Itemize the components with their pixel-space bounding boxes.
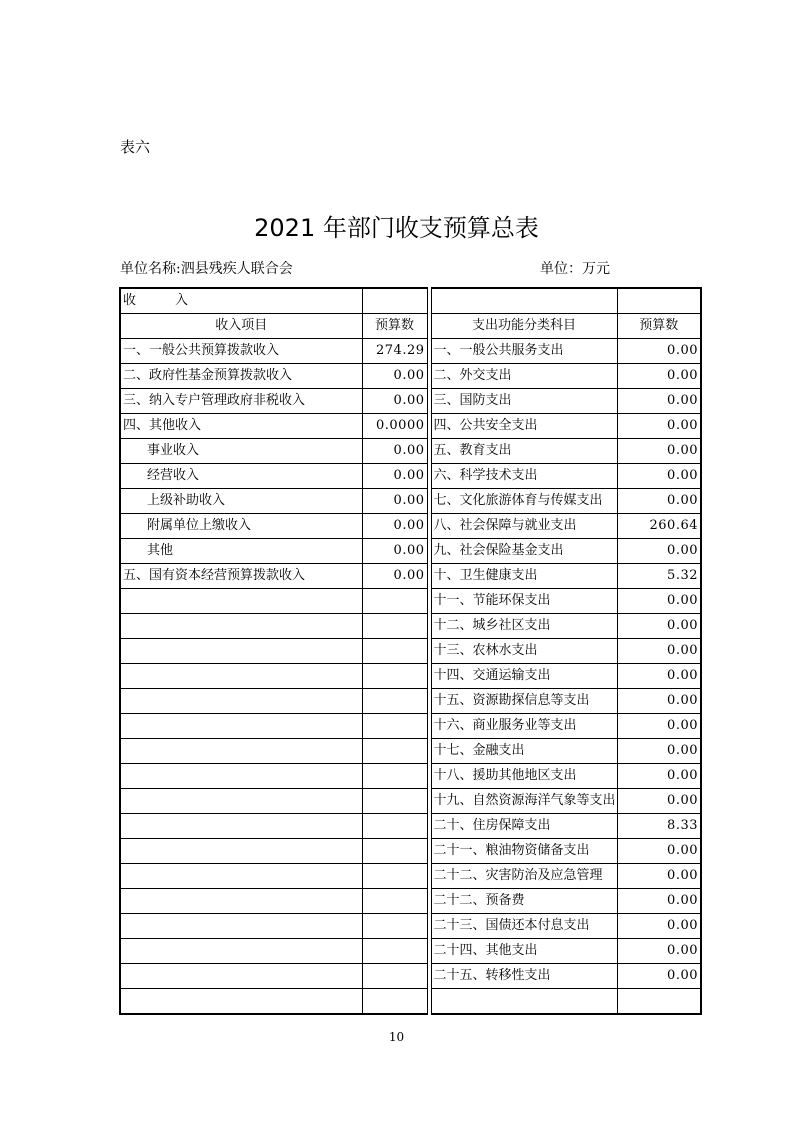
income-amount-cell — [362, 914, 427, 939]
expense-item-cell: 十二、城乡社区支出 — [431, 614, 617, 639]
expense-item-cell: 十八、援助其他地区支出 — [431, 764, 617, 789]
expense-item-cell: 二十五、转移性支出 — [431, 964, 617, 989]
income-item-cell — [120, 764, 362, 789]
table-row — [120, 839, 701, 864]
expense-amount-cell — [617, 989, 701, 1015]
income-item-cell: 一、一般公共预算拨款收入 — [120, 339, 362, 364]
income-item-cell: 事业收入 — [120, 439, 362, 464]
table-row — [120, 964, 701, 989]
page-number: 10 — [388, 1030, 405, 1044]
expense-amount-cell: 0.00 — [617, 389, 701, 414]
income-amount-cell — [362, 664, 427, 689]
income-amount-cell — [362, 764, 427, 789]
expense-amount-cell: 0.00 — [617, 889, 701, 914]
income-amount-cell: 274.29 — [362, 339, 427, 364]
expense-item-cell: 八、社会保障与就业支出 — [431, 514, 617, 539]
income-item-cell: 三、纳入专户管理政府非税收入 — [120, 389, 362, 414]
income-item-cell: 五、国有资本经营预算拨款收入 — [120, 564, 362, 589]
expense-amount-cell: 0.00 — [617, 589, 701, 614]
income-amount-cell: 0.00 — [362, 439, 427, 464]
table-row — [120, 514, 701, 539]
unit-name: 单位名称:泗县残疾人联合会 — [120, 261, 293, 277]
expense-item-cell: 二十三、国债还本付息支出 — [431, 914, 617, 939]
expense-item-cell: 十七、金融支出 — [431, 739, 617, 764]
table-row — [120, 414, 701, 439]
table-row — [120, 689, 701, 714]
expense-amount-cell: 0.00 — [617, 789, 701, 814]
income-amount-cell: 0.00 — [362, 564, 427, 589]
table-row — [120, 614, 701, 639]
expense-amount-cell: 0.00 — [617, 864, 701, 889]
expense-item-cell — [431, 989, 617, 1015]
expense-amount-cell: 0.00 — [617, 739, 701, 764]
page-title: 2021 年部门收支预算总表 — [254, 214, 539, 242]
expense-amount-cell: 0.00 — [617, 614, 701, 639]
table-row — [120, 339, 701, 364]
income-section-header: 收 入 — [120, 288, 362, 314]
expense-item-cell: 六、科学技术支出 — [431, 464, 617, 489]
expense-amount-cell: 0.00 — [617, 939, 701, 964]
expense-amount-cell: 0.00 — [617, 964, 701, 989]
table-row — [120, 889, 701, 914]
income-item-cell — [120, 614, 362, 639]
expense-amount-cell: 0.00 — [617, 414, 701, 439]
table-row — [120, 864, 701, 889]
expense-item-cell: 二、外交支出 — [431, 364, 617, 389]
expense-item-header: 支出功能分类科目 — [431, 314, 617, 339]
income-item-cell — [120, 714, 362, 739]
income-amount-cell — [362, 739, 427, 764]
income-item-cell — [120, 964, 362, 989]
expense-amount-cell: 0.00 — [617, 764, 701, 789]
table-row — [120, 464, 701, 489]
header-top-blank — [617, 288, 701, 314]
income-amount-cell: 0.00 — [362, 539, 427, 564]
expense-amount-cell: 0.00 — [617, 489, 701, 514]
income-item-cell: 四、其他收入 — [120, 414, 362, 439]
expense-item-cell: 二十、住房保障支出 — [431, 814, 617, 839]
expense-item-cell: 三、国防支出 — [431, 389, 617, 414]
expense-item-cell: 二十一、粮油物资储备支出 — [431, 839, 617, 864]
expense-item-cell: 十、卫生健康支出 — [431, 564, 617, 589]
income-amount-cell — [362, 889, 427, 914]
expense-budget-header: 预算数 — [617, 314, 701, 339]
income-item-cell: 上级补助收入 — [120, 489, 362, 514]
income-item-cell — [120, 664, 362, 689]
table-row — [120, 814, 701, 839]
income-item-cell — [120, 864, 362, 889]
expense-amount-cell: 0.00 — [617, 439, 701, 464]
expense-amount-cell: 8.33 — [617, 814, 701, 839]
expense-amount-cell: 0.00 — [617, 914, 701, 939]
expense-item-cell: 二十二、预备费 — [431, 889, 617, 914]
expense-amount-cell: 0.00 — [617, 689, 701, 714]
table-row — [120, 739, 701, 764]
table-row — [120, 489, 701, 514]
income-amount-cell: 0.00 — [362, 514, 427, 539]
table-row — [120, 589, 701, 614]
income-amount-cell — [362, 839, 427, 864]
income-item-header: 收入项目 — [120, 314, 362, 339]
expense-item-cell: 十五、资源勘探信息等支出 — [431, 689, 617, 714]
income-amount-cell — [362, 989, 427, 1015]
income-item-cell — [120, 839, 362, 864]
income-amount-cell — [362, 939, 427, 964]
expense-amount-cell: 260.64 — [617, 514, 701, 539]
income-item-cell — [120, 589, 362, 614]
table-number-label: 表六 — [120, 138, 151, 156]
expense-amount-cell: 0.00 — [617, 364, 701, 389]
table-row — [120, 939, 701, 964]
expense-item-cell: 七、文化旅游体育与传媒支出 — [431, 489, 617, 514]
header-top-blank — [431, 288, 617, 314]
table-header-top-row — [120, 288, 701, 314]
table-row — [120, 764, 701, 789]
expense-item-cell: 九、社会保险基金支出 — [431, 539, 617, 564]
table-row — [120, 789, 701, 814]
income-amount-cell — [362, 789, 427, 814]
table-row — [120, 564, 701, 589]
income-item-cell — [120, 639, 362, 664]
income-item-cell — [120, 789, 362, 814]
income-item-cell — [120, 914, 362, 939]
income-amount-cell — [362, 814, 427, 839]
income-item-cell — [120, 739, 362, 764]
expense-item-cell: 十六、商业服务业等支出 — [431, 714, 617, 739]
income-item-cell — [120, 889, 362, 914]
income-item-cell: 经营收入 — [120, 464, 362, 489]
table-row — [120, 664, 701, 689]
income-amount-cell — [362, 864, 427, 889]
income-item-cell — [120, 939, 362, 964]
expense-amount-cell: 0.00 — [617, 339, 701, 364]
income-amount-cell — [362, 639, 427, 664]
income-amount-cell: 0.0000 — [362, 414, 427, 439]
income-item-cell — [120, 989, 362, 1015]
expense-amount-cell: 0.00 — [617, 839, 701, 864]
table-row — [120, 364, 701, 389]
income-item-cell: 附属单位上缴收入 — [120, 514, 362, 539]
table-row — [120, 639, 701, 664]
table-header-row — [120, 314, 701, 339]
income-amount-cell — [362, 689, 427, 714]
expense-item-cell: 一、一般公共服务支出 — [431, 339, 617, 364]
income-amount-cell: 0.00 — [362, 364, 427, 389]
expense-item-cell: 二十四、其他支出 — [431, 939, 617, 964]
expense-amount-cell: 0.00 — [617, 464, 701, 489]
income-amount-cell — [362, 964, 427, 989]
expense-item-cell: 四、公共安全支出 — [431, 414, 617, 439]
expense-item-cell: 二十二、灾害防治及应急管理 — [431, 864, 617, 889]
income-amount-cell — [362, 714, 427, 739]
income-item-cell: 二、政府性基金预算拨款收入 — [120, 364, 362, 389]
currency-unit: 单位：万元 — [540, 261, 610, 277]
expense-amount-cell: 5.32 — [617, 564, 701, 589]
income-amount-cell: 0.00 — [362, 489, 427, 514]
table-row — [120, 539, 701, 564]
table-row — [120, 914, 701, 939]
income-amount-cell: 0.00 — [362, 389, 427, 414]
table-row — [120, 439, 701, 464]
table-row — [120, 714, 701, 739]
budget-table — [119, 287, 702, 1015]
income-budget-header: 预算数 — [362, 314, 427, 339]
expense-item-cell: 五、教育支出 — [431, 439, 617, 464]
expense-amount-cell: 0.00 — [617, 639, 701, 664]
expense-item-cell: 十三、农林水支出 — [431, 639, 617, 664]
expense-item-cell: 十一、节能环保支出 — [431, 589, 617, 614]
income-amount-cell: 0.00 — [362, 464, 427, 489]
income-amount-cell — [362, 614, 427, 639]
expense-amount-cell: 0.00 — [617, 664, 701, 689]
income-item-cell: 其他 — [120, 539, 362, 564]
expense-amount-cell: 0.00 — [617, 714, 701, 739]
expense-amount-cell: 0.00 — [617, 539, 701, 564]
income-item-cell — [120, 689, 362, 714]
table-row — [120, 989, 701, 1015]
table-row — [120, 389, 701, 414]
expense-item-cell: 十九、自然资源海洋气象等支出 — [431, 789, 617, 814]
header-top-blank — [362, 288, 427, 314]
income-item-cell — [120, 814, 362, 839]
expense-item-cell: 十四、交通运输支出 — [431, 664, 617, 689]
income-amount-cell — [362, 589, 427, 614]
